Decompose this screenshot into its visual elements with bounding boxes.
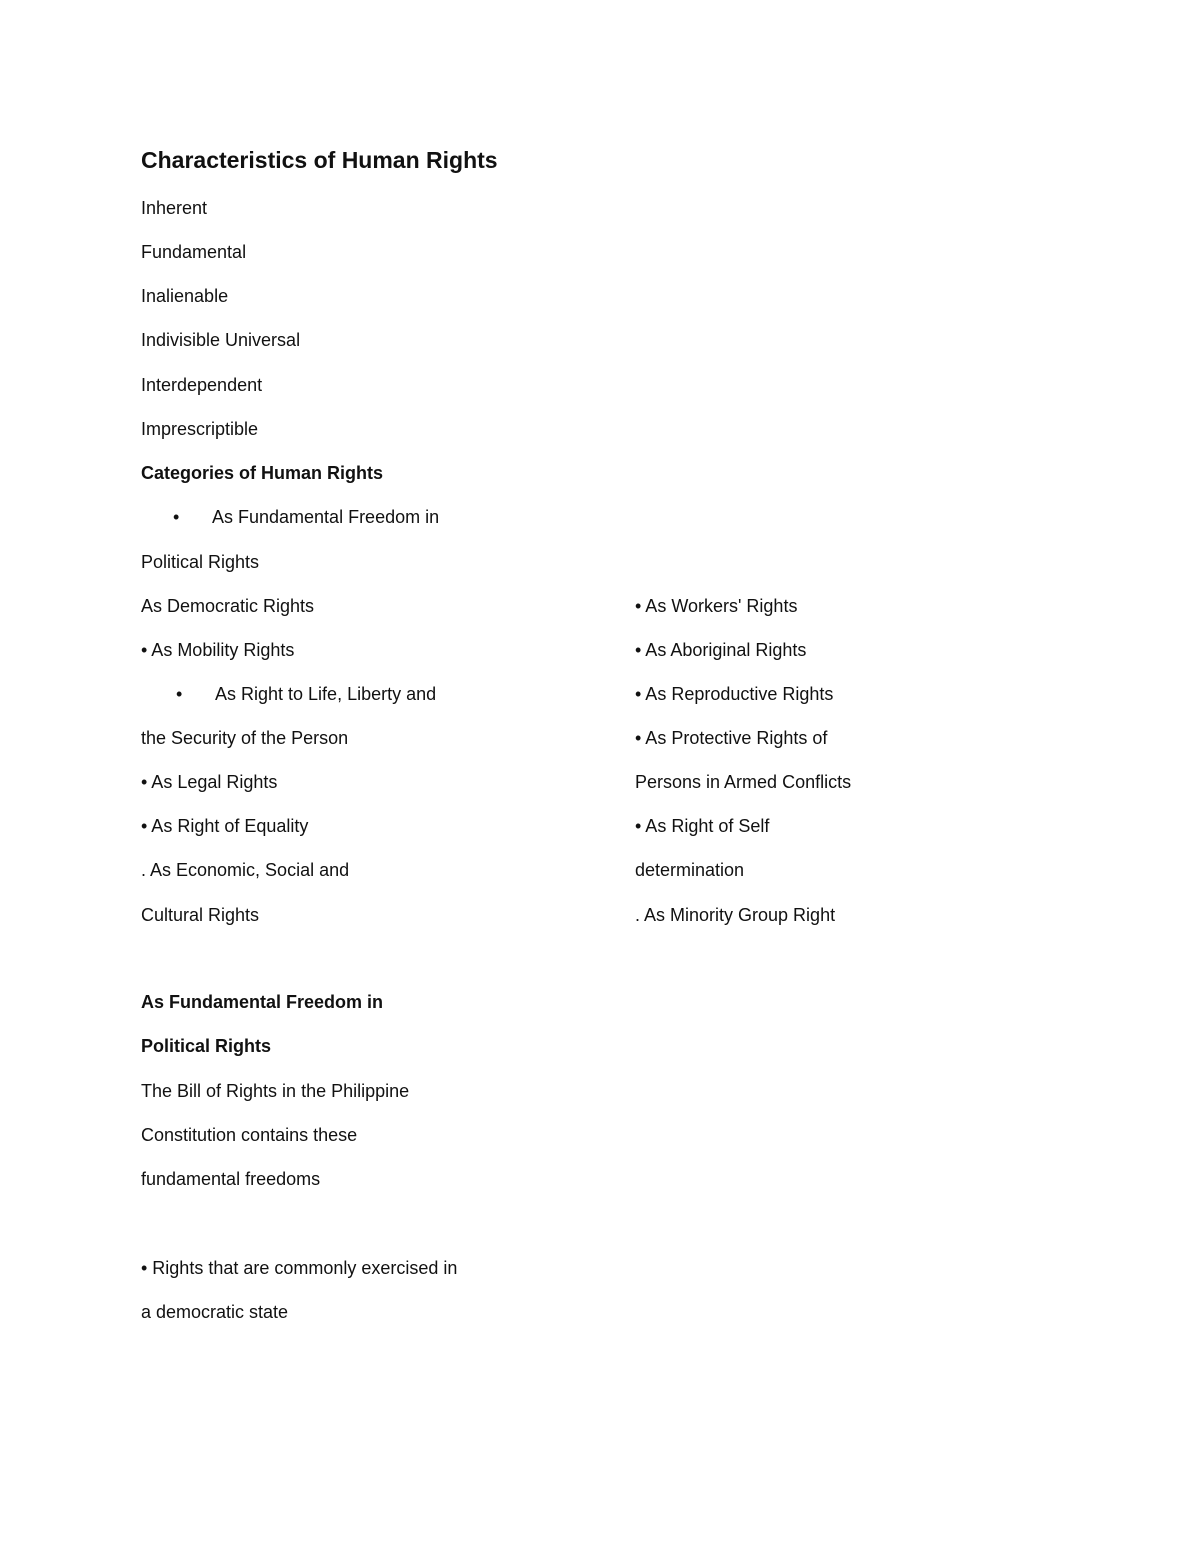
category-item: Political Rights (141, 552, 260, 572)
category-item: As Right to Life, Liberty and (215, 684, 437, 704)
category-item: • As Mobility Rights (141, 640, 295, 660)
body-text: a democratic state (141, 1302, 289, 1322)
body-text: • Rights that are commonly exercised in (141, 1258, 458, 1278)
characteristic-item: Interdependent (141, 375, 263, 395)
category-item: • As Right of Self (635, 816, 770, 836)
category-item: • As Right of Equality (141, 816, 309, 836)
category-item: . As Minority Group Right (635, 905, 836, 925)
category-item: • As Reproductive Rights (635, 684, 834, 704)
category-item: • As Protective Rights of (635, 728, 828, 748)
category-item: determination (635, 860, 745, 880)
characteristic-item: Imprescriptible (141, 419, 259, 439)
bullet-icon: • (173, 507, 180, 527)
category-item: the Security of the Person (141, 728, 349, 748)
characteristic-item: Fundamental (141, 242, 247, 262)
category-item: • As Aboriginal Rights (635, 640, 807, 660)
page-title: Characteristics of Human Rights (141, 147, 498, 173)
category-item: As Democratic Rights (141, 596, 315, 616)
category-item: Persons in Armed Conflicts (635, 772, 852, 792)
characteristic-item: Indivisible Universal (141, 330, 301, 350)
category-item: As Fundamental Freedom in (212, 507, 440, 527)
category-item: Cultural Rights (141, 905, 260, 925)
characteristic-item: Inalienable (141, 286, 229, 306)
section-heading: Political Rights (141, 1036, 272, 1056)
bullet-icon: • (176, 684, 183, 704)
category-item: • As Workers' Rights (635, 596, 798, 616)
category-item: • As Legal Rights (141, 772, 278, 792)
body-text: The Bill of Rights in the Philippine (141, 1081, 410, 1101)
section-heading: As Fundamental Freedom in (141, 992, 384, 1012)
categories-heading: Categories of Human Rights (141, 463, 384, 483)
characteristic-item: Inherent (141, 198, 208, 218)
body-text: fundamental freedoms (141, 1169, 321, 1189)
body-text: Constitution contains these (141, 1125, 358, 1145)
category-item: . As Economic, Social and (141, 860, 350, 880)
